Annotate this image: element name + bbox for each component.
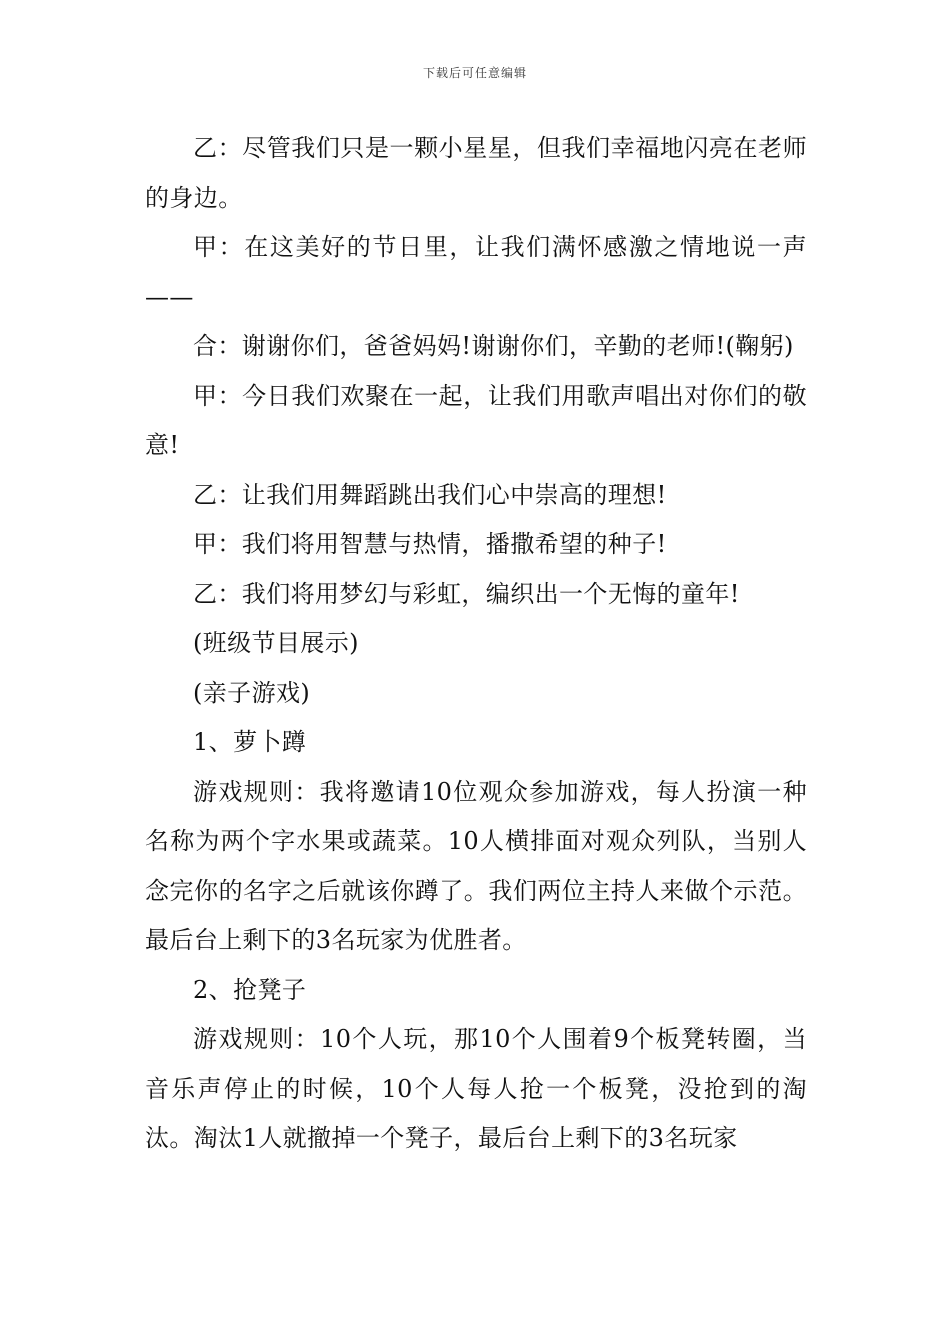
document-body: [145, 124, 807, 1164]
paragraph-game-rules: 游戏规则：我将邀请10位观众参加游戏，每人扮演一种名称为两个字水果或蔬菜。10人横排面对观众列队，当别人念完你的名字之后就该你蹲了。我们两位主持人来做个示范。最后台上剩下的3名玩家为优胜者。: [145, 777, 807, 954]
paragraph-dialogue: 乙：尽管我们只是一颗小星星，但我们幸福地闪亮在老师的身边。: [145, 134, 807, 212]
paragraph-dialogue: 甲：我们将用智慧与热情，播撒希望的种子!: [193, 530, 667, 558]
paragraph-dialogue: 甲：今日我们欢聚在一起，让我们用歌声唱出对你们的敬意!: [145, 381, 807, 459]
paragraph-game-title: 1、萝卜蹲: [193, 728, 307, 756]
paragraph-dialogue: 甲：在这美好的节日里，让我们满怀感激之情地说一声——: [145, 233, 807, 311]
paragraph-dialogue: 合：谢谢你们，爸爸妈妈!谢谢你们，辛勤的老师!(鞠躬): [193, 332, 794, 360]
paragraph-stage-note: (班级节目展示): [193, 629, 359, 657]
paragraph-game-title: 2、抢凳子: [193, 975, 307, 1004]
header-note: 下载后可任意编辑: [422, 66, 527, 80]
paragraph-dialogue: 乙：我们将用梦幻与彩虹，编织出一个无悔的童年!: [193, 579, 740, 608]
paragraph-game-rules: 游戏规则：10个人玩，那10个人围着9个板凳转圈，当音乐声停止的时候，10个人每人抢一个板凳，没抢到的淘汰。淘汰1人就撤掉一个凳子，最后台上剩下的3名玩家: [145, 1025, 807, 1152]
paragraph-dialogue: 乙：让我们用舞蹈跳出我们心中崇高的理想!: [193, 480, 667, 509]
paragraph-stage-note: (亲子游戏): [193, 678, 311, 707]
